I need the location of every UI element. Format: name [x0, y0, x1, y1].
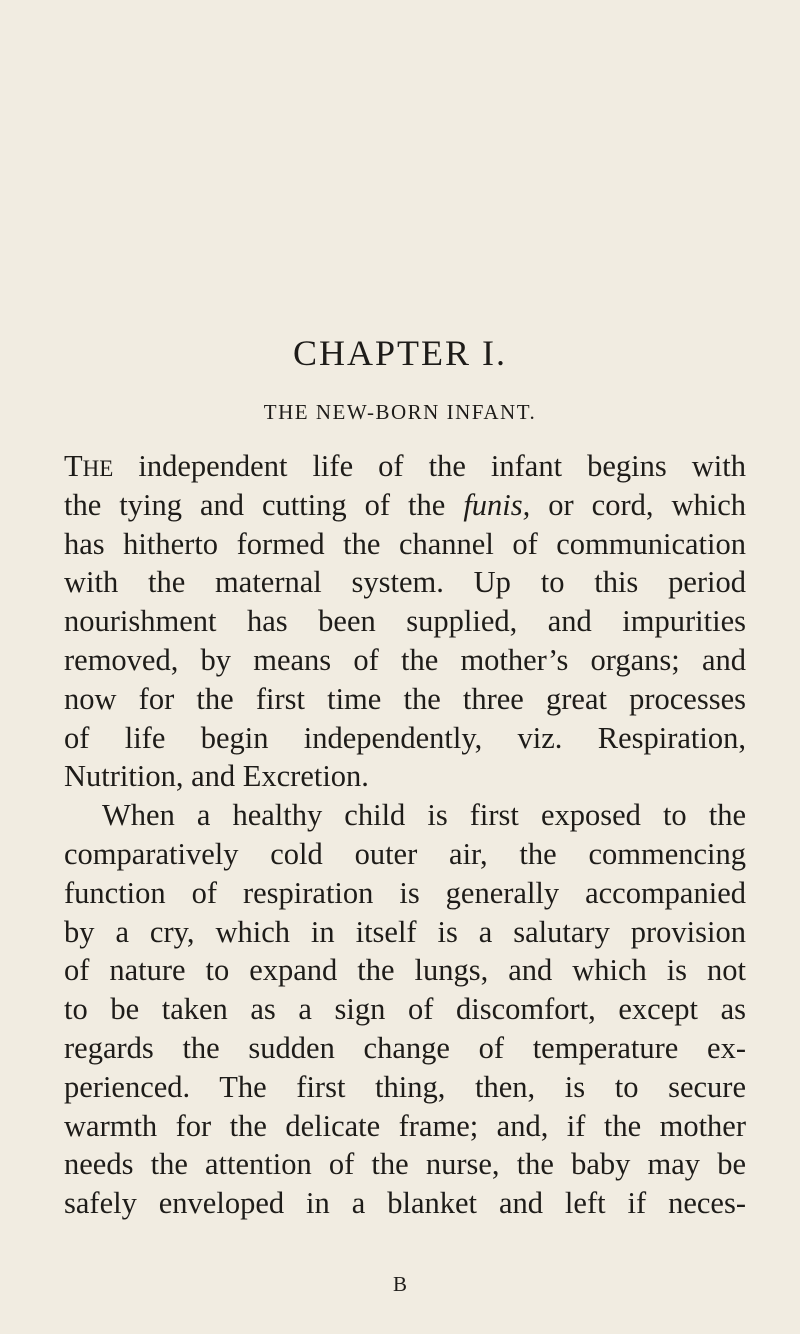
body-text	[64, 447, 746, 1223]
text-line: perienced. The first thing, then, is to secure	[64, 1069, 746, 1104]
text-line: has hitherto formed the channel of communication	[64, 526, 746, 561]
text-line: nourishment has been supplied, and impurities	[64, 604, 746, 639]
text-line: THE independent life of the infant begins with	[64, 449, 746, 483]
signature-mark: B	[392, 1272, 407, 1296]
text-line: of life begin independently, viz. Respiration,	[64, 720, 746, 755]
small-caps-he: HE	[82, 456, 114, 481]
text-line: When a healthy child is first exposed to the	[102, 798, 746, 833]
text-line: needs the attention of the nurse, the baby may be	[64, 1147, 746, 1182]
text-line: of nature to expand the lungs, and which is not	[64, 953, 746, 988]
text-line: warmth for the delicate frame; and, if the mother	[64, 1108, 746, 1143]
text-line: function of respiration is generally accompanied	[64, 875, 746, 910]
text-line: safely enveloped in a blanket and left if neces-	[64, 1186, 746, 1221]
text-line: comparatively cold outer air, the commencing	[64, 836, 746, 871]
section-title: THE NEW-BORN INFANT.	[263, 400, 537, 424]
text-line: now for the first time the three great processes	[64, 681, 746, 716]
text-line: removed, by means of the mother’s organs; and	[64, 642, 746, 677]
chapter-heading: CHAPTER I.	[292, 333, 507, 373]
text-line: with the maternal system. Up to this period	[64, 565, 746, 600]
text-line: to be taken as a sign of discomfort, except as	[64, 992, 746, 1027]
small-caps-the: T	[64, 449, 83, 483]
text-line: regards the sudden change of temperature ex-	[64, 1030, 746, 1065]
text-line: Nutrition, and Excretion.	[64, 759, 369, 794]
text-line: the tying and cutting of the funis, or cord, which	[64, 487, 746, 522]
text-line: by a cry, which in itself is a salutary provision	[64, 914, 746, 949]
italic-funis: funis,	[463, 487, 531, 522]
